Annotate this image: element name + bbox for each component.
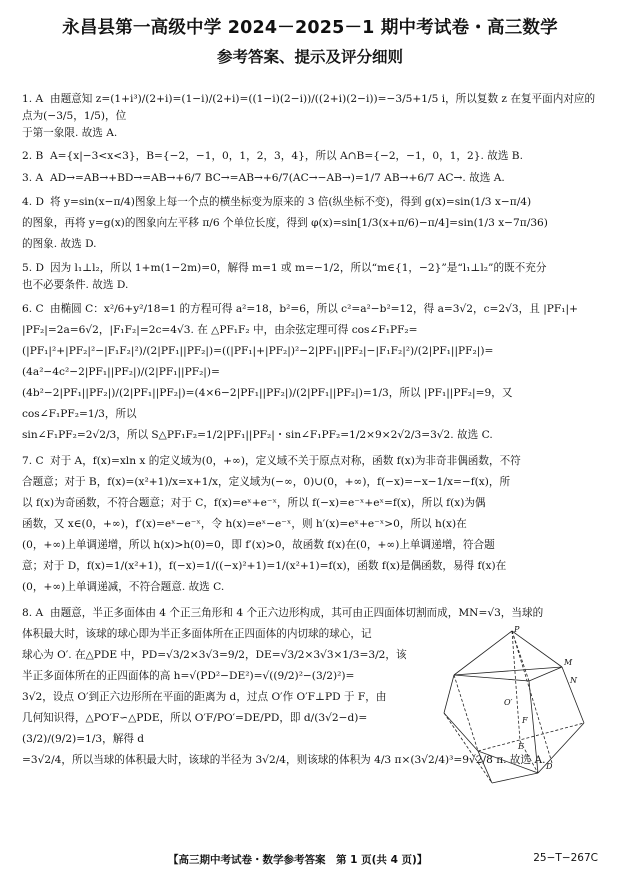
answer-line: sin∠F₁PF₂=2√2/3，所以 S△PF₁F₂=1/2|PF₁||PF₂|・sin∠F₁PF₂=1/2×9×2√2/3=3√2. 故选 C. [22, 429, 493, 442]
figure-label: E [518, 742, 524, 752]
answer-line: 3√2，设点 O′到正六边形所在平面的距离为 d，过点 O′作 O′F⊥PD 于 F，由 [22, 691, 387, 704]
answer-number: 8. A [22, 607, 44, 620]
figure-label: F [522, 716, 528, 726]
answer-6 [22, 299, 598, 446]
answer-line: (0，+∞)上单调递减，不符合题意. 故选 C. [22, 581, 225, 594]
answer-line: 由椭圆 C：x²/6+y²/18=1 的方程可得 a²=18，b²=6，所以 c²=a²−b²=12，得 a=3√2，c=2√3，且 |PF₁|+ [50, 303, 578, 316]
answer-line: 由题意，半正多面体由 4 个正三角形和 4 个正六边形构成，其可由正四面体切割而成，MN=√3，当球的 [50, 607, 544, 620]
answer-line: |PF₂|=2a=6√2，|F₁F₂|=2c=4√3. 在 △PF₁F₂ 中，由余弦定理可得 cos∠F₁PF₂= [22, 324, 418, 337]
page-title: 永昌县第一高级中学 2024－2025－1 期中考试卷・高三数学 [62, 18, 558, 38]
answer-line: (4b²−2|PF₁||PF₂|)/(2|PF₁||PF₂|)=(4×6−2|PF₁||PF₂|)/(2|PF₁||PF₂|)=1/3，所以 |PF₁||PF₂|=9，又 cos∠F₁PF₂=1/3，所以 [22, 387, 513, 421]
answer-line: 合题意；对于 B，f(x)=(x²+1)/x=x+1/x，定义域为(−∞，0)∪(0，+∞)，f(−x)=−x−1/x=−f(x)，所 [22, 476, 511, 489]
answer-line: 由题意知 z=(1+i³)/(2+i)=(1−i)/(2+i)=((1−i)(2−i))/((2+i)(2−i))=−3/5+1/5 i，所以复数 z 在复平面内对应的点为(−3/5，1/5)，位 [22, 93, 596, 123]
answer-line: 因为 l₁⊥l₂，所以 1+m(1−2m)=0，解得 m=1 或 m=−1/2，所以“m∈{1，−2}”是“l₁⊥l₂”的既不充分 [50, 262, 547, 275]
answer-number: 2. B [22, 149, 44, 162]
figure-label: D [546, 762, 553, 772]
answer-line: 的图象. 故选 D. [22, 238, 97, 251]
answer-line: 对于 A，f(x)=xln x 的定义域为(0，+∞)，定义域不关于原点对称，函数 f(x)为非奇非偶函数，不符 [50, 455, 521, 468]
answer-5 [22, 260, 598, 294]
answer-line: 意；对于 D，f(x)=1/(x²+1)，f(−x)=1/((−x)²+1)=1/(x²+1)=f(x)，函数 f(x)是偶函数，易得 f(x)在 [22, 560, 507, 573]
figure-label: O′ [504, 698, 513, 708]
answer-line: 球心为 O′. 在△PDE 中，PD=√3/2×3√3=9/2，DE=√3/2×3√3×1/3=3/2，该 [22, 649, 407, 662]
answer-8 [22, 603, 598, 771]
footer-code: 25−T−267C [533, 852, 598, 864]
answer-line: 的图象，再将 y=g(x)的图象向左平移 π/6 个单位长度，得到 φ(x)=sin[1/3(x+π/6)−π/4]=sin(1/3 x−7π/36) [22, 217, 548, 230]
answer-number: 5. D [22, 262, 44, 275]
truncated-tetrahedron-figure [434, 623, 594, 793]
answer-line: 半正多面体所在的正四面体的高 h=√(PD²−DE²)=√((9/2)²−(3/2)²)= [22, 670, 355, 683]
answer-line: 也不必要条件. 故选 D. [22, 279, 129, 292]
figure-label: N [570, 676, 577, 686]
answer-7 [22, 451, 598, 598]
answer-number: 4. D [22, 196, 44, 209]
footer-page-info: 【高三期中考试卷・数学参考答案 第 1 页(共 4 页)】 [168, 854, 428, 866]
page-subtitle: 参考答案、提示及评分细则 [216, 48, 403, 66]
answer-line: (|PF₁|²+|PF₂|²−|F₁F₂|²)/(2|PF₁||PF₂|)=((|PF₁|+|PF₂|)²−2|PF₁||PF₂|−|F₁F₂|²)/(2|PF₁||PF₂|)=(4a²−4c²−2|PF₁||PF₂|)/(2|PF₁||PF₂|)= [22, 345, 494, 379]
answer-line: 体积最大时，该球的球心即为半正多面体所在正四面体的内切球的球心，记 [22, 628, 372, 641]
answer-2 [22, 148, 598, 165]
answer-line: AD→=AB→+BD→=AB→+6/7 BC→=AB→+6/7(AC→−AB→)=1/7 AB→+6/7 AC→. 故选 A. [50, 171, 505, 184]
answer-number: 1. A [22, 93, 44, 105]
answer-line: 以 f(x)为奇函数，不符合题意；对于 C，f(x)=eˣ+e⁻ˣ，所以 f(−x)=e⁻ˣ+eˣ=f(x)，所以 f(x)为偶 [22, 497, 486, 510]
answer-line: =3√2/4，所以当球的体积最大时，该球的半径为 3√2/4，则该球的体积为 4/3 π×(3√2/4)³=9√2/8 π. 故选 A. [22, 754, 546, 767]
figure-label: M [564, 658, 573, 668]
answer-3 [22, 170, 598, 187]
answer-number: 6. C [22, 303, 44, 316]
answer-line: (0，+∞)上单调递增，所以 h(x)>h(0)=0，即 f′(x)>0，故函数 f(x)在(0，+∞)上单调递增，符合题 [22, 539, 495, 552]
answer-number: 7. C [22, 455, 44, 468]
figure-label: P [514, 625, 520, 635]
answer-number: 3. A [22, 171, 44, 184]
answer-line: A={x|−3<x<3}，B={−2，−1，0，1，2，3，4}，所以 A∩B={−2，−1，0，1，2}. 故选 B. [50, 149, 523, 162]
answer-1 [22, 91, 598, 143]
answer-line: 几何知识得，△PO′F∽△PDE，所以 O′F/PO′=DE/PD，即 d/(3√2−d)=(3/2)/(9/2)=1/3，解得 d [22, 712, 368, 746]
answer-line: 将 y=sin(x−π/4)图象上每一个点的横坐标变为原来的 3 倍(纵坐标不变)，得到 g(x)=sin(1/3 x−π/4) [50, 196, 532, 209]
answer-line: 函数，又 x∈(0，+∞)，f′(x)=eˣ−e⁻ˣ，令 h(x)=eˣ−e⁻ˣ，则 h′(x)=eˣ+e⁻ˣ>0，所以 h(x)在 [22, 518, 467, 531]
answer-line: 于第一象限. 故选 A. [22, 127, 118, 140]
answer-4 [22, 192, 598, 255]
